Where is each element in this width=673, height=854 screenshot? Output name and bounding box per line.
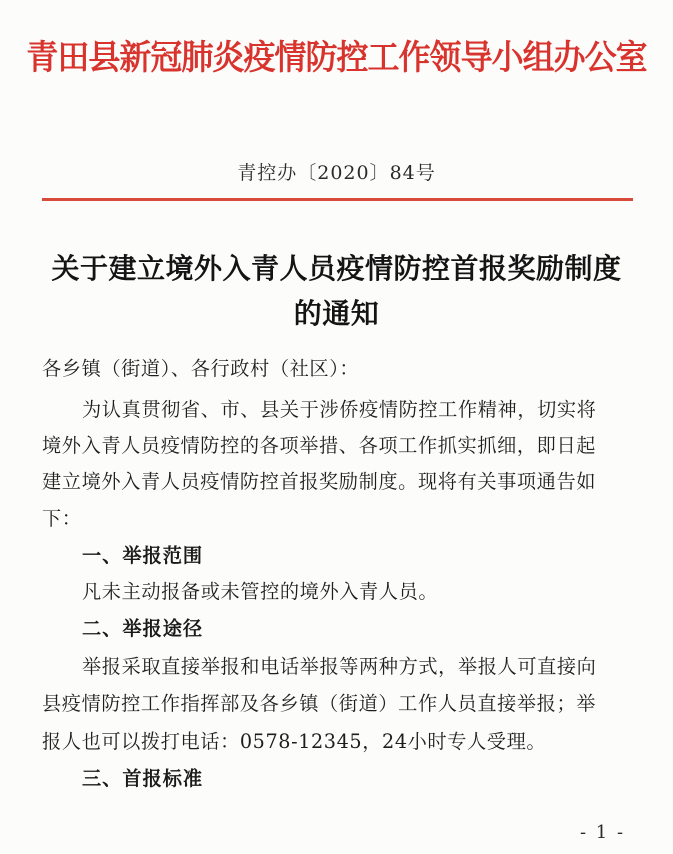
salutation: 各乡镇（街道）、各行政村（社区）：: [42, 357, 360, 380]
document-number: 青控办〔2020〕84号: [237, 162, 436, 184]
red-divider-line: [42, 198, 633, 201]
section-heading-channels: 二、举报途径: [82, 617, 204, 640]
intro-line-2: 境外入青人员疫情防控的各项举措、各项工作抓实抓细，即日起: [42, 434, 597, 457]
notice-title-line-2: 的通知: [293, 297, 380, 330]
page-number: - 1 -: [580, 822, 626, 843]
section-channels-line-2: 县疫情防控工作指挥部及各乡镇（街道）工作人员直接举报；举: [42, 692, 597, 715]
notice-title-line-1: 关于建立境外入青人员疫情防控首报奖励制度: [51, 252, 622, 285]
section-channels-line-1: 举报采取直接举报和电话举报等两种方式，举报人可直接向: [82, 655, 597, 678]
intro-line-4: 下：: [42, 507, 82, 530]
section-channels-line-3: 报人也可以拨打电话：0578-12345，24小时专人受理。: [42, 730, 547, 753]
section-heading-scope: 一、举报范围: [82, 544, 204, 567]
section-scope-text: 凡未主动报备或未管控的境外入青人员。: [82, 580, 439, 603]
issuing-office-header: 青田县新冠肺炎疫情防控工作领导小组办公室: [26, 38, 647, 78]
intro-line-3: 建立境外入青人员疫情防控首报奖励制度。现将有关事项通告如: [42, 470, 597, 493]
section-heading-standard: 三、首报标准: [82, 767, 204, 790]
intro-line-1: 为认真贯彻省、市、县关于涉侨疫情防控工作精神，切实将: [82, 398, 597, 421]
